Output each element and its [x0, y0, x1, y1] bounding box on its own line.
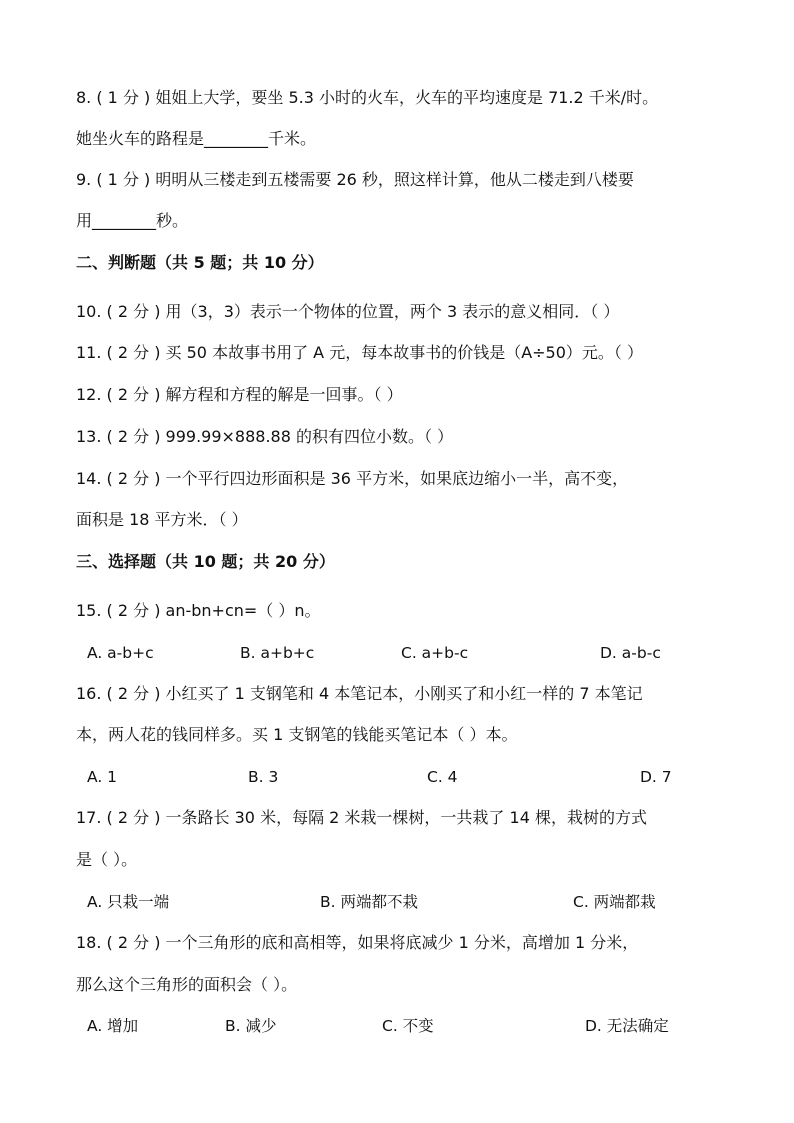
option-a: A. a-b+c: [87, 644, 154, 662]
question-18-options: [76, 1016, 726, 1036]
question-16-line-1: 16. ( 2 分 ) 小红买了 1 支钢笔和 4 本笔记本，小刚买了和小红一样的 7 本笔记: [76, 684, 643, 703]
option-d: D. 无法确定: [585, 1017, 669, 1035]
question-14-line-1: 14. ( 2 分 ) 一个平行四边形面积是 36 平方米，如果底边缩小一半，高不变，: [76, 469, 629, 488]
option-d: D. 7: [640, 768, 672, 786]
question-13: 13. ( 2 分 ) 999.99×888.88 的积有四位小数。（ ）: [76, 427, 454, 446]
option-a: A. 增加: [87, 1017, 139, 1035]
option-b: B. 两端都不栽: [320, 893, 418, 911]
section-3-heading: 三、选择题（共 10 题；共 20 分）: [76, 552, 335, 571]
question-8-line-1: 8. ( 1 分 ) 姐姐上大学，要坐 5.3 小时的火车，火车的平均速度是 71.2 千米/时。: [76, 88, 659, 107]
question-18-line-2: 那么这个三角形的面积会（ ）。: [76, 975, 298, 994]
option-c: C. a+b-c: [401, 644, 469, 662]
question-17-line-2: 是（ ）。: [76, 850, 138, 869]
question-14-line-2: 面积是 18 平方米．（ ）: [76, 510, 248, 529]
option-a: A. 只栽一端: [87, 893, 170, 911]
question-18-line-1: 18. ( 2 分 ) 一个三角形的底和高相等，如果将底减少 1 分米，高增加 1 分米，: [76, 933, 639, 952]
question-17-line-1: 17. ( 2 分 ) 一条路长 30 米，每隔 2 米栽一棵树，一共栽了 14 棵，栽树的方式: [76, 808, 647, 827]
option-c: C. 两端都栽: [573, 893, 656, 911]
question-8-line-2: 她坐火车的路程是________千米。: [76, 129, 317, 148]
option-d: D. a-b-c: [600, 644, 661, 662]
option-c: C. 4: [427, 768, 458, 786]
question-10: 10. ( 2 分 ) 用（3，3）表示一个物体的位置，两个 3 表示的意义相同．（ ）: [76, 302, 620, 321]
option-b: B. 3: [248, 768, 279, 786]
question-17-options: [76, 892, 726, 912]
section-2-heading: 二、判断题（共 5 题；共 10 分）: [76, 253, 324, 272]
option-b: B. a+b+c: [240, 644, 315, 662]
option-b: B. 减少: [225, 1017, 277, 1035]
question-16-options: [76, 767, 726, 787]
question-9-line-2: 用________秒。: [76, 211, 189, 230]
question-16-line-2: 本，两人花的钱同样多。买 1 支钢笔的钱能买笔记本（ ）本。: [76, 725, 518, 744]
option-c: C. 不变: [382, 1017, 434, 1035]
option-a: A. 1: [87, 768, 118, 786]
question-11: 11. ( 2 分 ) 买 50 本故事书用了 A 元，每本故事书的价钱是（A÷50）元。（ ）: [76, 343, 643, 362]
question-9-line-1: 9. ( 1 分 ) 明明从三楼走到五楼需要 26 秒，照这样计算，他从二楼走到八楼要: [76, 170, 634, 189]
question-15-options: [76, 643, 726, 663]
question-15: 15. ( 2 分 ) an-bn+cn=（ ）n。: [76, 601, 321, 620]
question-12: 12. ( 2 分 ) 解方程和方程的解是一回事。（ ）: [76, 385, 403, 404]
